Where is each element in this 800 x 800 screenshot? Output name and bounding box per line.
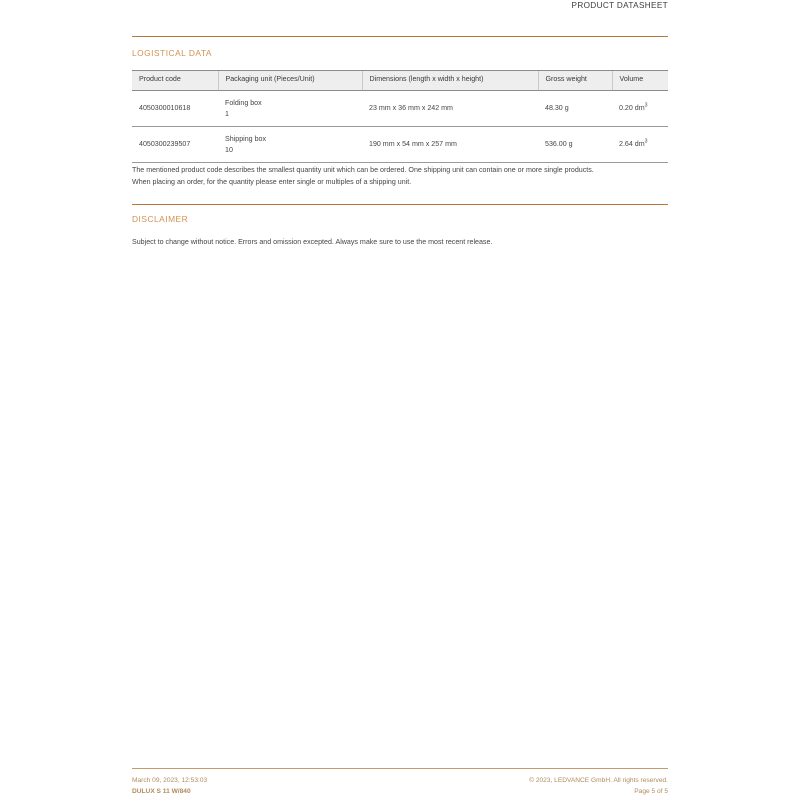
cell-gross-weight: 536.00 g xyxy=(538,127,612,163)
volume-exponent: 3 xyxy=(644,102,648,109)
footer-right xyxy=(529,776,668,797)
volume-value: 0.20 dm xyxy=(619,104,645,113)
column-header-volume: Volume xyxy=(612,71,668,91)
table-header-row xyxy=(132,71,668,91)
column-header-dimensions: Dimensions (length x width x height) xyxy=(362,71,538,91)
table-row xyxy=(132,127,668,163)
section-divider-logistical xyxy=(132,36,668,37)
footer-product-name: DULUX S 11 W/840 xyxy=(132,787,191,795)
footer-copyright: © 2023, LEDVANCE GmbH. All rights reserved. xyxy=(529,777,668,784)
cell-packaging-unit: Folding box 1 xyxy=(218,91,362,127)
cell-dimensions: 23 mm x 36 mm x 242 mm xyxy=(362,91,538,127)
section-title-disclaimer: DISCLAIMER xyxy=(132,214,189,224)
disclaimer-text: Subject to change without notice. Errors and omission excepted. Always make sure to use the most recent release. xyxy=(132,238,493,246)
volume-value: 2.64 dm xyxy=(619,140,645,149)
logistical-note-line-1: The mentioned product code describes the smallest quantity unit which can be ordered. One shipping unit can contain one or more single products. xyxy=(132,166,594,174)
cell-volume xyxy=(612,91,668,127)
cell-packaging-unit: Shipping box 10 xyxy=(218,127,362,163)
logistical-data-table xyxy=(132,70,668,163)
cell-volume xyxy=(612,127,668,163)
cell-dimensions: 190 mm x 54 mm x 257 mm xyxy=(362,127,538,163)
section-title-logistical: LOGISTICAL DATA xyxy=(132,48,212,58)
footer-timestamp: March 09, 2023, 12:53:03 xyxy=(132,777,208,784)
cell-gross-weight: 48.30 g xyxy=(538,91,612,127)
cell-product-code: 4050300239507 xyxy=(132,127,218,163)
document-header-label: PRODUCT DATASHEET xyxy=(571,1,668,10)
column-header-product-code: Product code xyxy=(132,71,218,91)
document-header xyxy=(132,0,668,12)
column-header-packaging-unit: Packaging unit (Pieces/Unit) xyxy=(218,71,362,91)
volume-exponent: 3 xyxy=(644,138,648,145)
footer-page-number: Page 5 of 5 xyxy=(634,787,668,795)
table-row xyxy=(132,91,668,127)
column-header-gross-weight: Gross weight xyxy=(538,71,612,91)
logistical-note xyxy=(132,165,672,188)
footer-left xyxy=(132,776,207,797)
cell-product-code: 4050300010618 xyxy=(132,91,218,127)
footer-divider xyxy=(132,768,668,769)
section-divider-disclaimer xyxy=(132,204,668,205)
logistical-note-line-2: When placing an order, for the quantity please enter single or multiples of a shipping unit. xyxy=(132,177,412,186)
